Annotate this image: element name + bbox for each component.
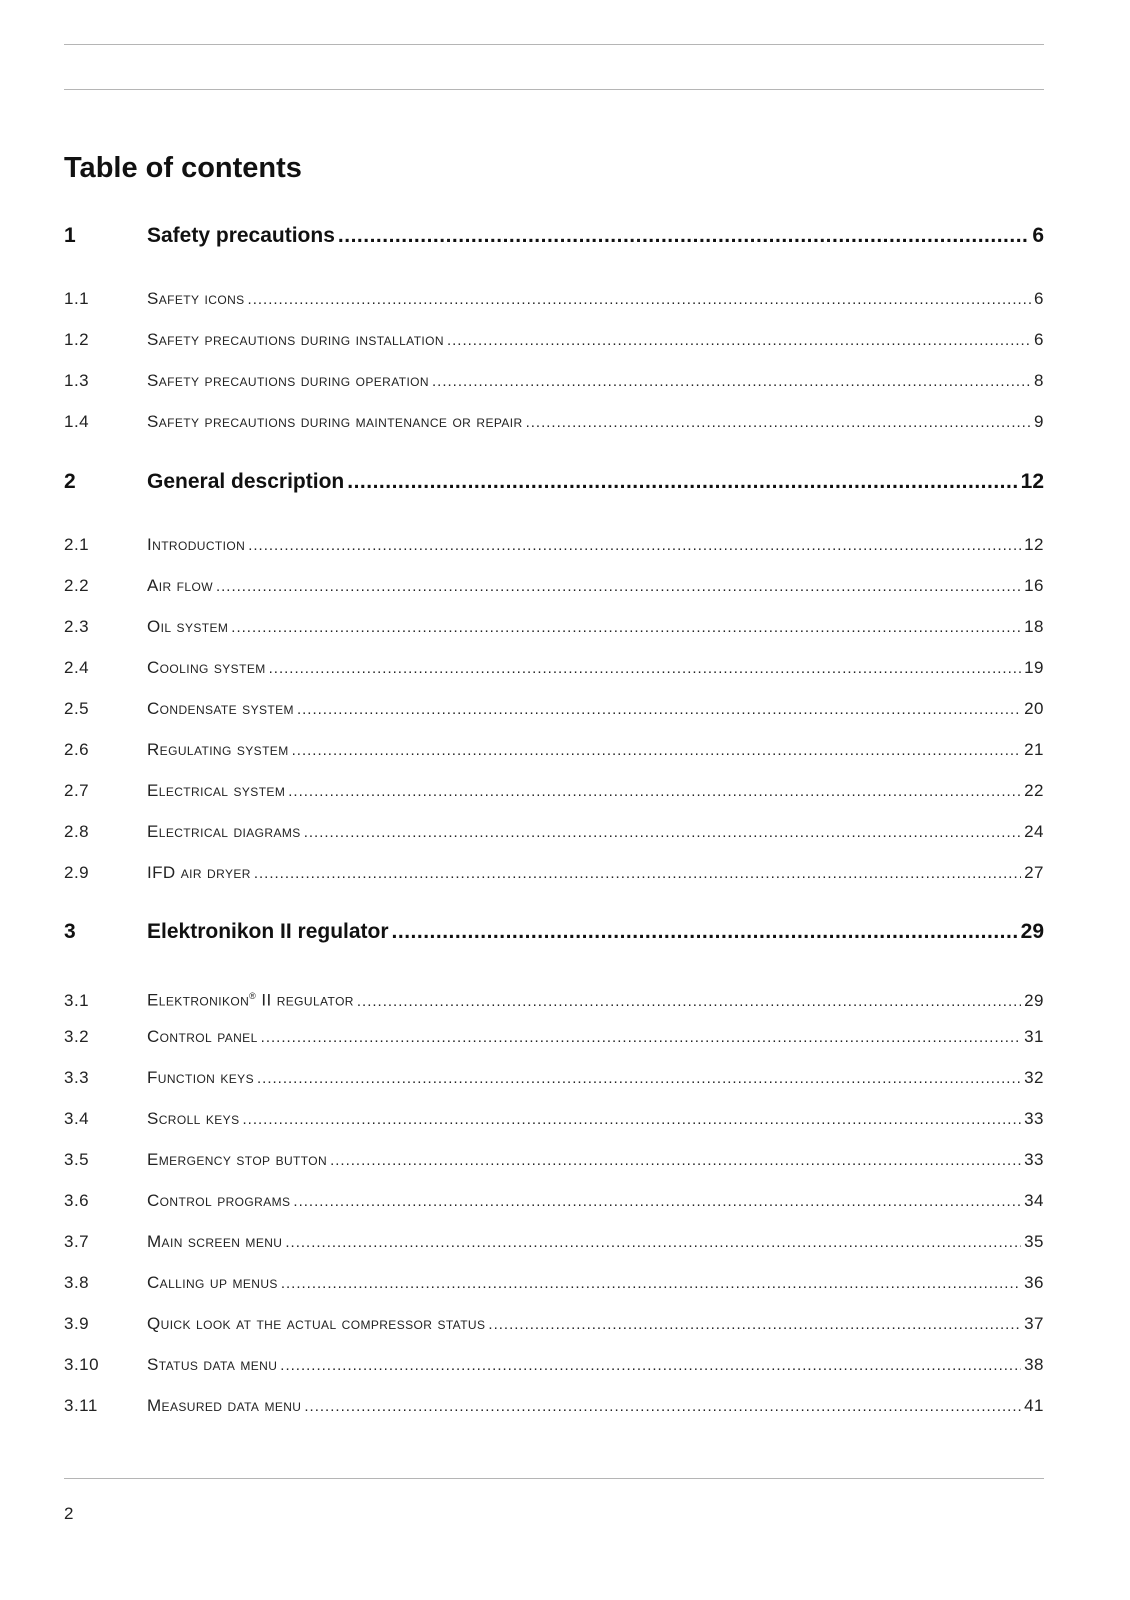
section-title: Electrical diagrams	[147, 822, 301, 841]
section-page: 35	[1024, 1232, 1044, 1251]
chapter-page: 6	[1032, 224, 1044, 247]
chapter-title: General description	[147, 470, 345, 493]
section-title: Control panel	[147, 1027, 258, 1046]
toc-section-3-4[interactable]	[64, 1109, 1044, 1130]
section-title: Quick look at the actual compressor status	[147, 1314, 486, 1333]
header-rule-bottom	[64, 89, 1044, 90]
toc-chapter-2[interactable]	[64, 472, 1044, 492]
section-number: 2.8	[64, 822, 90, 841]
chapter-page: 12	[1020, 470, 1044, 493]
section-title: Regulating system	[147, 740, 289, 759]
section-page: 19	[1024, 658, 1044, 677]
section-page: 6	[1034, 330, 1044, 349]
toc-section-2-8[interactable]	[64, 822, 1044, 843]
section-title: Condensate system	[147, 699, 294, 718]
section-title: Safety precautions during operation	[147, 371, 429, 390]
section-page: 6	[1034, 289, 1044, 308]
section-title: Status data menu	[147, 1355, 278, 1374]
leader-dots	[231, 618, 1021, 638]
section-page: 33	[1024, 1109, 1044, 1128]
header-rule-top	[64, 44, 1044, 45]
footer-page-number: 2	[64, 1504, 74, 1523]
leader-dots	[269, 659, 1021, 679]
leader-dots	[447, 331, 1031, 351]
leader-dots	[280, 1356, 1021, 1376]
leader-dots	[526, 413, 1031, 433]
chapter-number: 2	[64, 470, 76, 493]
section-number: 2.2	[64, 576, 90, 595]
toc-section-3-9[interactable]	[64, 1314, 1044, 1335]
section-number: 3.5	[64, 1150, 90, 1169]
toc-chapter-3[interactable]	[64, 922, 1044, 942]
section-title: Calling up menus	[147, 1273, 278, 1292]
leader-dots	[261, 1028, 1021, 1048]
leader-dots	[254, 864, 1021, 884]
leader-dots	[288, 782, 1021, 802]
toc-section-2-6[interactable]	[64, 740, 1044, 761]
section-page: 31	[1024, 1027, 1044, 1046]
toc-section-2-9[interactable]	[64, 863, 1044, 884]
toc-section-2-7[interactable]	[64, 781, 1044, 802]
toc-section-2-4[interactable]	[64, 658, 1044, 679]
section-number: 2.9	[64, 863, 90, 882]
leader-dots	[248, 536, 1021, 556]
footer-rule	[64, 1478, 1044, 1479]
section-title: Control programs	[147, 1191, 291, 1210]
section-title: Introduction	[147, 535, 246, 554]
registered-mark: ®	[249, 991, 257, 1001]
section-page: 8	[1034, 371, 1044, 390]
section-page: 21	[1024, 740, 1044, 759]
section-title: Cooling system	[147, 658, 266, 677]
section-number: 3.4	[64, 1109, 90, 1128]
section-page: 16	[1024, 576, 1044, 595]
section-page: 27	[1024, 863, 1044, 882]
toc-section-3-2[interactable]	[64, 1027, 1044, 1048]
chapter-number: 1	[64, 224, 76, 247]
section-number: 3.2	[64, 1027, 90, 1046]
section-page: 12	[1024, 535, 1044, 554]
section-page: 41	[1024, 1396, 1044, 1415]
leader-dots	[357, 992, 1021, 1012]
leader-dots	[330, 1151, 1021, 1171]
toc-section-3-3[interactable]	[64, 1068, 1044, 1089]
toc-section-1-1[interactable]	[64, 289, 1044, 310]
section-page: 38	[1024, 1355, 1044, 1374]
toc-section-3-5[interactable]	[64, 1150, 1044, 1171]
section-page: 24	[1024, 822, 1044, 841]
section-page: 33	[1024, 1150, 1044, 1169]
toc-section-3-1[interactable]	[64, 986, 1044, 1012]
section-title: Scroll keys	[147, 1109, 240, 1128]
toc-section-3-10[interactable]	[64, 1355, 1044, 1376]
section-title: Main screen menu	[147, 1232, 283, 1251]
leader-dots	[248, 290, 1031, 310]
section-page: 37	[1024, 1314, 1044, 1333]
section-page: 32	[1024, 1068, 1044, 1087]
leader-dots	[257, 1069, 1021, 1089]
leader-dots	[304, 1397, 1021, 1417]
page-title: Table of contents	[64, 152, 302, 184]
section-page: 18	[1024, 617, 1044, 636]
toc-section-1-3[interactable]	[64, 371, 1044, 392]
toc-section-2-3[interactable]	[64, 617, 1044, 638]
leader-dots	[292, 741, 1021, 761]
toc-section-3-8[interactable]	[64, 1273, 1044, 1294]
toc-section-3-6[interactable]	[64, 1191, 1044, 1212]
toc-section-3-7[interactable]	[64, 1232, 1044, 1253]
chapter-page: 29	[1020, 920, 1044, 943]
section-title: Oil system	[147, 617, 229, 636]
section-page: 20	[1024, 699, 1044, 718]
section-number: 2.3	[64, 617, 90, 636]
section-title: Safety precautions during maintenance or repair	[147, 412, 523, 431]
section-page: 29	[1024, 990, 1044, 1010]
section-page: 22	[1024, 781, 1044, 800]
section-title: Safety precautions during installation	[147, 330, 444, 349]
leader-dots	[243, 1110, 1022, 1130]
section-page: 36	[1024, 1273, 1044, 1292]
leader-dots	[285, 1233, 1021, 1253]
toc-section-2-2[interactable]	[64, 576, 1044, 597]
section-number: 3.11	[64, 1396, 98, 1415]
chapter-title: Safety precautions	[147, 224, 335, 247]
leader-dots	[304, 823, 1021, 843]
toc-section-2-5[interactable]	[64, 699, 1044, 720]
section-number: 1.1	[64, 289, 90, 308]
section-title-rest: II regulator	[256, 990, 354, 1010]
leader-dots	[432, 372, 1031, 392]
section-page: 9	[1034, 412, 1044, 431]
section-number: 2.6	[64, 740, 90, 759]
toc-section-2-1[interactable]	[64, 535, 1044, 556]
section-number: 1.4	[64, 412, 90, 431]
leader-dots	[293, 1192, 1021, 1212]
section-page: 34	[1024, 1191, 1044, 1210]
section-title: Emergency stop button	[147, 1150, 328, 1169]
section-number: 3.9	[64, 1314, 90, 1333]
chapter-number: 3	[64, 920, 76, 943]
section-number: 3.7	[64, 1232, 90, 1251]
section-title: Measured data menu	[147, 1396, 302, 1415]
section-title: Air flow	[147, 576, 213, 595]
leader-dots	[392, 922, 1018, 942]
leader-dots	[488, 1315, 1021, 1335]
section-number: 3.1	[64, 990, 90, 1010]
leader-dots	[338, 226, 1029, 246]
section-number: 2.5	[64, 699, 90, 718]
section-title	[147, 986, 354, 1011]
section-number: 3.3	[64, 1068, 90, 1087]
section-number: 2.4	[64, 658, 90, 677]
toc-section-3-11[interactable]	[64, 1396, 1044, 1417]
section-title: Function keys	[147, 1068, 254, 1087]
section-number: 3.6	[64, 1191, 90, 1210]
toc-section-1-2[interactable]	[64, 330, 1044, 351]
leader-dots	[216, 577, 1021, 597]
leader-dots	[347, 472, 1017, 492]
toc-chapter-1[interactable]	[64, 226, 1044, 246]
section-title: Safety icons	[147, 289, 245, 308]
section-title: Electrical system	[147, 781, 286, 800]
section-number: 3.10	[64, 1355, 100, 1374]
section-number: 1.2	[64, 330, 90, 349]
section-number: 1.3	[64, 371, 90, 390]
leader-dots	[297, 700, 1021, 720]
toc-section-1-4[interactable]	[64, 412, 1044, 433]
section-number: 2.1	[64, 535, 90, 554]
leader-dots	[281, 1274, 1021, 1294]
section-number: 3.8	[64, 1273, 90, 1292]
chapter-title: Elektronikon II regulator	[147, 920, 389, 943]
section-title-main: Elektronikon	[147, 990, 250, 1010]
section-number: 2.7	[64, 781, 90, 800]
section-title: IFD air dryer	[147, 863, 251, 882]
